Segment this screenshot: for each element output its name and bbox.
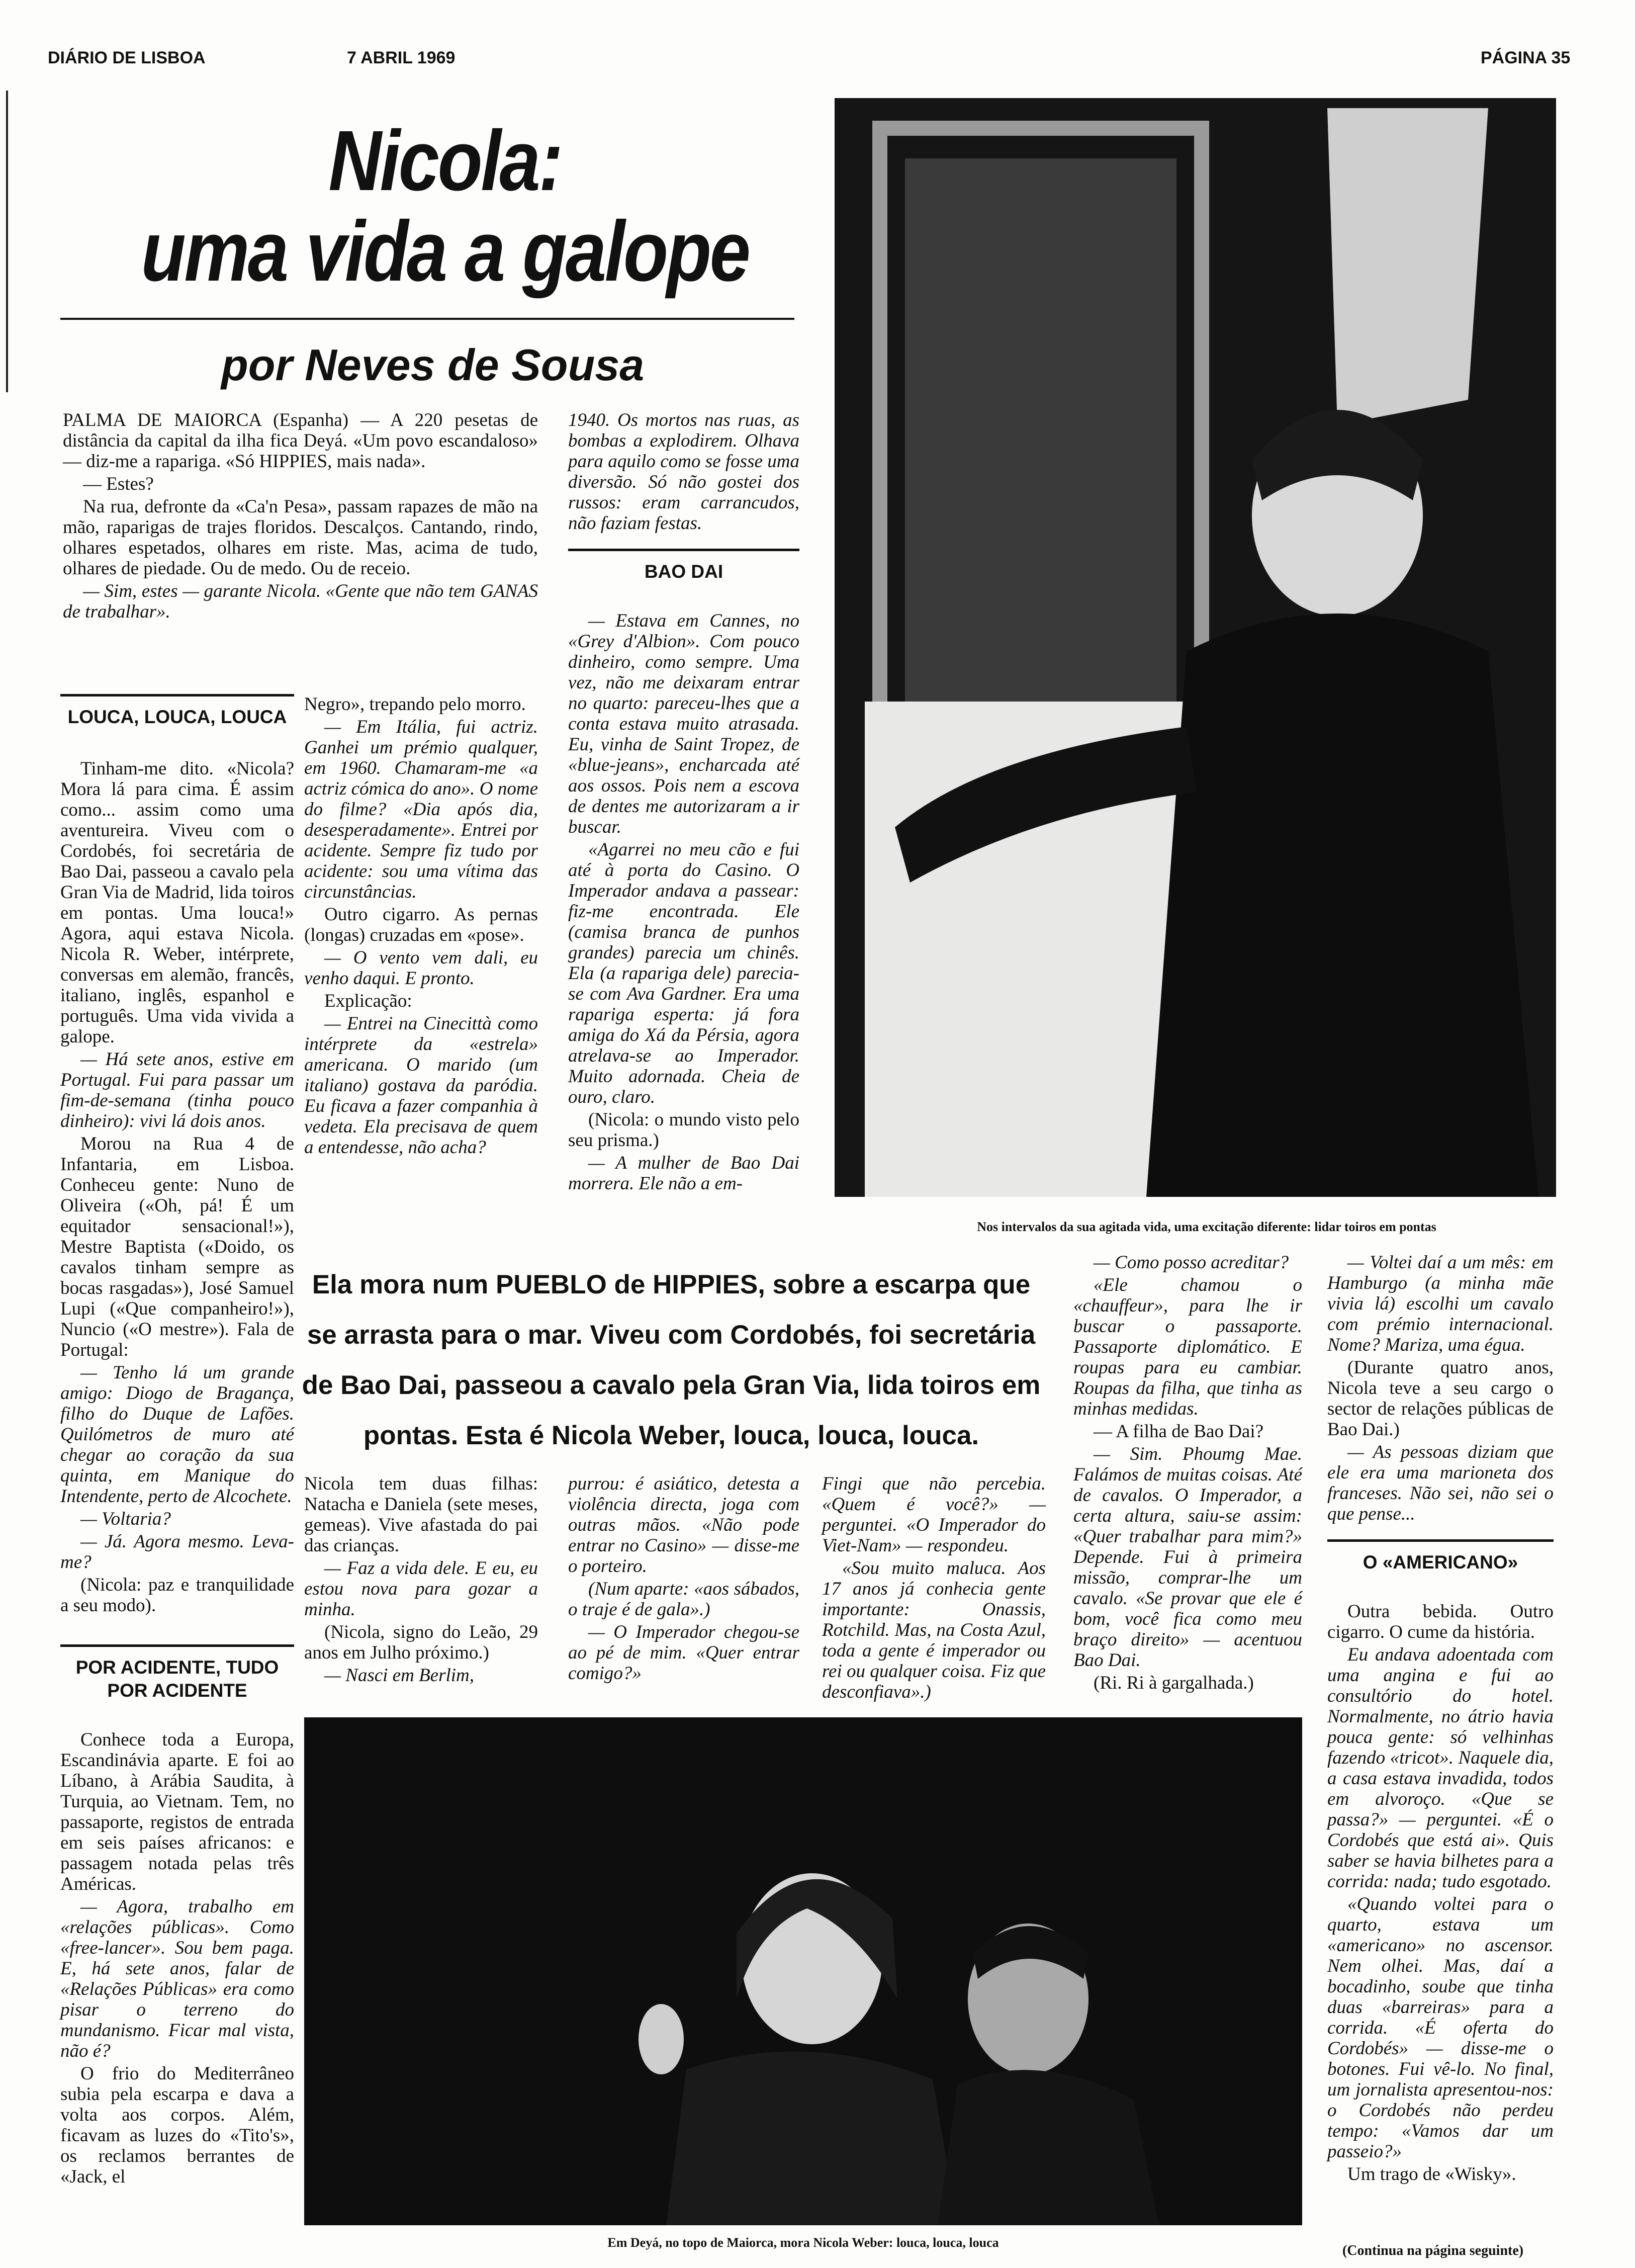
intro-paragraph: PALMA DE MAIORCA (Espanha) — A 220 pesetas de distância da capital da ilha fica Deyá. «Um povo escandaloso» — diz-me a rapariga. «Só HIPPIES, mais nada». (63, 410, 538, 472)
paragraph: Morou na Rua 4 de Infantaria, em Lisboa. Conheceu gente: Nuno de Oliveira («Oh, pá! É um equitador sensacional!»), Mestre Baptista («Doido, os cavalos tinham sempre as bocas rasgadas»), José Samuel Lupi («Que companheiro!»), Nuncio («O mestre»). Fala de Portugal: (60, 1133, 294, 1360)
photo-nicola-cordobes (304, 1717, 1302, 2225)
paragraph: — Agora, trabalho em «relações públicas». Como «free-lancer». Sou bem paga. E, há sete anos, falar de «Relações Públicas» era como pisar o terreno do mundanismo. Ficar mal vista, não é? (60, 1896, 294, 2061)
byline: por Neves de Sousa (221, 340, 645, 390)
column-5 (1327, 1252, 1554, 2187)
couple-illustration (304, 1717, 1302, 2225)
issue-date: 7 ABRIL 1969 (347, 48, 456, 67)
paragraph: O frio do Mediterrâneo subia pela escarpa e dava a volta aos corpos. Além, ficavam as luzes do «Tito's», os reclamos berrantes de «Jack, el (60, 2063, 294, 2187)
paragraph: Outra bebida. Outro cigarro. O cume da história. (1327, 1601, 1554, 1642)
headline-line-2: uma vida a galope (141, 204, 749, 299)
column-2 (304, 694, 538, 1160)
paragraph: (Num aparte: «aos sábados, o traje é de gala».) (568, 1579, 799, 1620)
portrait-illustration (835, 98, 1556, 1197)
lead-box: Ela mora num PUEBLO de HIPPIES, sobre a escarpa que se arrasta para o mar. Viveu com Cordobés, foi secretária de Bao Dai, passeou a cavalo pela Gran Via, lida toiros em pontas. Esta é Nicola Weber, louca, louca, louca. (302, 1270, 1041, 1450)
photo-nicola-portrait (835, 98, 1556, 1197)
paragraph: — Nasci em Berlim, (324, 1665, 475, 1686)
paragraph: (Nicola: paz e tranquilidade a seu modo). (60, 1575, 294, 1616)
headline-line-1: Nicola: (328, 113, 562, 209)
paragraph: — A mulher de Bao Dai morrera. Ele não a em- (568, 1153, 799, 1194)
margin-rule (6, 91, 8, 392)
section-heading-bao-dai: BAO DAI (568, 549, 799, 590)
photo-caption-2: Em Deyá, no topo de Maiorca, mora Nicola Weber: louca, louca, louca (607, 2235, 999, 2250)
paragraph: (Nicola: o mundo visto pelo seu prisma.) (568, 1109, 799, 1151)
headline-rule (60, 318, 794, 320)
paragraph: — Sim. Phoumg Mae. Falámos de muitas coisas. Até de cavalos. O Imperador, a certa altura, saiu-se assim: «Quer trabalhar para mim?» Depende. Fui à primeira missão, comprar-lhe um cavalo. «Se provar que ele é bom, você fica como meu braço direito» — acentuou Bao Dai. (1073, 1444, 1302, 1671)
column-mid-b (568, 1473, 799, 1686)
section-heading-americano: O «AMERICANO» (1327, 1539, 1554, 1581)
paragraph: — Entrei na Cinecittà como intérprete da «estrela» americana. O marido (um italiano) gostava da paródia. Eu ficava a fazer companhia à vedeta. Ela precisava de quem a entendesse, não acha? (304, 1013, 538, 1158)
paragraph: Tinham-me dito. «Nicola? Mora lá para cima. É assim como... assim como uma aventureira. Viveu com o Cordobés, foi secretária de Bao Dai, passeou a cavalo pela Gran Via de Madrid, lida toiros em pontas. Uma louca!» Agora, aqui estava Nicola. Nicola R. Weber, intérprete, conversas em alemão, francês, italiano, inglês, espanhol e português. Uma vida vivida a galope. (60, 758, 294, 1047)
intro-paragraph: — Sim, estes — garante Nicola. «Gente que não tem GANAS de trabalhar». (63, 581, 538, 622)
continued-note: (Continua na página seguinte) (1342, 2243, 1524, 2258)
paragraph: Explicação: (324, 991, 412, 1011)
paragraph: — As pessoas diziam que ele era uma marioneta dos franceses. Não sei, não sei o que pense... (1327, 1442, 1554, 1524)
paragraph: — Voltaria? (80, 1509, 171, 1529)
paragraph: 1940. Os mortos nas ruas, as bombas a explodirem. Olhava para aquilo como se fosse uma diversão. Só não gostei dos russos: eram carrancudos, não faziam festas. (568, 410, 799, 534)
paragraph: — Como posso acreditar? (1094, 1252, 1289, 1273)
paragraph: — Tenho lá um grande amigo: Diogo de Bragança, filho do Duque de Lafões. Quilómetros de muro até chegar ao coração da sua quinta, em Manique do Intendente, perto de Alcochete. (60, 1362, 294, 1507)
intro-paragraph: — Estes? (83, 474, 154, 494)
paragraph: purrou: é asiático, detesta a violência directa, joga com outras mãos. «Não pode entrar no Casino» — disse-me o porteiro. (568, 1473, 799, 1577)
intro-paragraph: Na rua, defronte da «Ca'n Pesa», passam rapazes de mão na mão, raparigas de trajes floridos. Descalços. Cantando, rindo, olhares espetados, olhares em riste. Mas, acima de tudo, olhares de piedade. Ou de medo. Ou de receio. (63, 496, 538, 579)
column-mid-a (304, 1473, 538, 1688)
paragraph: — Há sete anos, estive em Portugal. Fui para passar um fim-de-semana (tinha pouco dinheiro): vivi lá dois anos. (60, 1049, 294, 1131)
paragraph: — Em Itália, fui actriz. Ganhei um prémio qualquer, em 1960. Chamaram-me «a actriz cómica do ano». O nome do filme? «Dia após dia, desesperadamente». Entrei por acidente. Sempre fiz tudo por acidente: sou uma vítima das circunstâncias. (304, 717, 538, 902)
paragraph: «Ele chamou o «chauffeur», para lhe ir buscar o passaporte. Passaporte diplomático. E roupas para eu cambiar. Roupas da filha, que tinha as minhas medidas. (1073, 1275, 1302, 1419)
paragraph: Outro cigarro. As pernas (longas) cruzadas em «pose». (304, 904, 538, 945)
paragraph: «Sou muito maluca. Aos 17 anos já conhecia gente importante: Onassis, Rotchild. Mas, na Costa Azul, toda a gente é imperador ou rei ou qualquer coisa. Fiz que desconfiava».) (822, 1558, 1046, 1702)
section-heading-louca: LOUCA, LOUCA, LOUCA (60, 694, 294, 736)
paragraph: (Ri. Ri à gargalhada.) (1094, 1673, 1254, 1693)
paragraph: — Já. Agora mesmo. Leva-me? (60, 1531, 294, 1573)
paragraph: Negro», trepando pelo morro. (304, 694, 526, 715)
column-1 (60, 694, 294, 1618)
paragraph: — Faz a vida dele. E eu, eu estou nova para gozar a minha. (304, 1558, 538, 1620)
column-4 (1073, 1252, 1302, 1695)
column-1-lower (60, 1644, 294, 2189)
newspaper-name: DIÁRIO DE LISBOA (48, 48, 206, 67)
paragraph: — O vento vem dali, eu venho daqui. E pronto. (304, 947, 538, 989)
paragraph: — Voltei daí a um mês: em Hamburgo (a minha mãe vivia lá) escolhi um cavalo com prémio internacional. Nome? Mariza, uma égua. (1327, 1252, 1554, 1355)
photo-caption-1: Nos intervalos da sua agitada vida, uma excitação diferente: lidar toiros em pontas (977, 1219, 1436, 1234)
paragraph: Nicola tem duas filhas: Natacha e Daniela (sete meses, gemeas). Vive afastada do pai das crianças. (304, 1473, 538, 1556)
paragraph: Um trago de «Wisky». (1347, 2164, 1516, 2185)
section-heading-acidente: POR ACIDENTE, TUDO POR ACIDENTE (60, 1644, 294, 1709)
page-number: PÁGINA 35 (1481, 48, 1571, 67)
paragraph: (Durante quatro anos, Nicola teve a seu cargo o sector de relações públicas de Bao Dai.) (1327, 1357, 1554, 1440)
paragraph: (Nicola, signo do Leão, 29 anos em Julho próximo.) (304, 1622, 538, 1663)
column-3 (568, 410, 799, 1196)
paragraph: «Agarrei no meu cão e fui até à porta do Casino. O Imperador andava a passear: fiz-me encontrada. Ele (camisa branca de punhos grandes) parecia um chinês. Ela (a rapariga dele) parecia-se com Ava Gardner. Era uma rapariga esperta: já fora amiga do Xá da Pérsia, agora atrelava-se ao Imperador. Muito adornada. Cheia de ouro, claro. (568, 839, 799, 1107)
paragraph: «Quando voltei para o quarto, estava um «americano» no ascensor. Nem olhei. Mas, daí a bocadinho, soube que tinha duas «barreiras» para a corrida. «É oferta do Cordobés» — disse-me o botones. Fui vê-lo. No final, um jornalista apresentou-nos: o Cordobés não perdeu tempo: «Vamos dar um passeio?» (1327, 1894, 1554, 2162)
paragraph: — A filha de Bao Dai? (1094, 1421, 1264, 1442)
paragraph: Conhece toda a Europa, Escandinávia aparte. E foi ao Líbano, à Arábia Saudita, à Turquia, ao Vietnam. Tem, no passaporte, registos de entrada em seis países africanos: e passagem notada pelas três Américas. (60, 1729, 294, 1894)
paragraph: — O Imperador chegou-se ao pé de mim. «Quer entrar comigo?» (568, 1622, 799, 1684)
paragraph: Eu andava adoentada com uma angina e fui ao consultório do hotel. Normalmente, no átrio havia pouca gente: só velhinhas fazendo «tricot». Naquele dia, a casa estava invadida, todos em alvoroço. «Que se passa?» — perguntei. «É o Cordobés que está ai». Quis saber se havia bilhetes para a corrida: nada; tudo esgotado. (1327, 1644, 1554, 1892)
paragraph: Fingi que não percebia. «Quem é você?» — perguntei. «O Imperador do Viet-Nam» — respondeu. (822, 1473, 1046, 1556)
paragraph: — Estava em Cannes, no «Grey d'Albion». Com pouco dinheiro, como sempre. Uma vez, não me deixaram entrar no quarto: pareceu-lhes que a conta estava muito atrasada. Eu, vinha de Saint Tropez, de «blue-jeans», encharcada até aos ossos. Pois nem a escova de dentes me autorizaram a ir buscar. (568, 610, 799, 837)
column-mid-c (822, 1473, 1046, 1704)
intro-text (63, 410, 538, 624)
